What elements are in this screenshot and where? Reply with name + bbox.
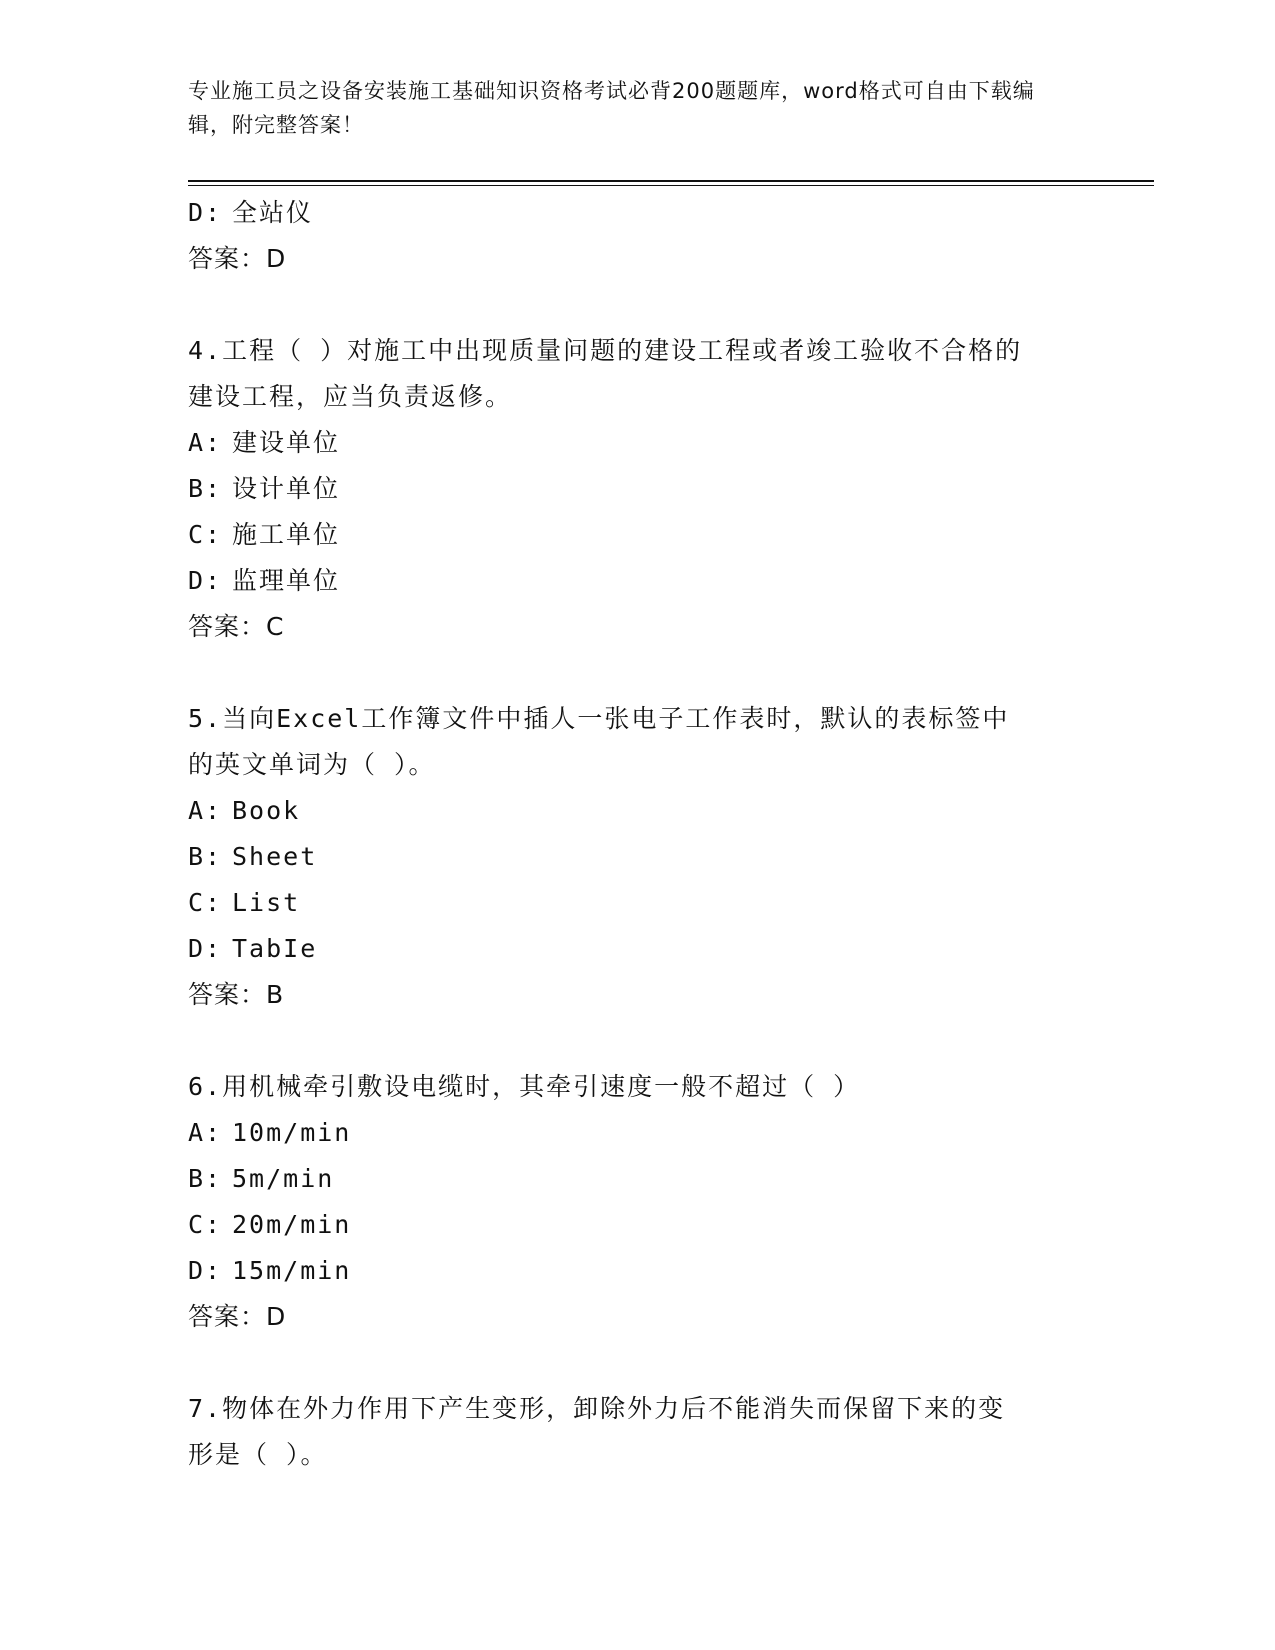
question-block-7 (188, 1386, 1088, 1478)
option-text: TabIe (232, 934, 318, 963)
document-header-title: 专业施工员之设备安装施工基础知识资格考试必背200题题库，word格式可自由下载编辑，附完整答案！ (188, 79, 1035, 137)
option-label: B: (188, 1164, 223, 1193)
option-label: D: (188, 198, 223, 227)
option-label: B: (188, 842, 223, 871)
question-text-line: 形是（ ）。 (188, 1440, 328, 1469)
option-label: D: (188, 566, 223, 595)
option-c (188, 512, 1088, 558)
question-text-line: 建设工程，应当负责返修。 (188, 382, 513, 411)
option-label: A: (188, 796, 223, 825)
option-text: Book (232, 796, 301, 825)
option-c (188, 880, 1088, 926)
option-b (188, 1156, 1088, 1202)
option-text: 监理单位 (232, 566, 341, 595)
question-text-line: 7.物体在外力作用下产生变形，卸除外力后不能消失而保留下来的变 (188, 1394, 1006, 1423)
option-label: C: (188, 1210, 223, 1239)
spacer (188, 1018, 1088, 1064)
question-block-3 (188, 190, 1088, 282)
answer-line: 答案：D (188, 244, 287, 273)
option-a (188, 1110, 1088, 1156)
question-block-4 (188, 328, 1088, 650)
option-d (188, 558, 1088, 604)
option-text: 15m/min (232, 1256, 352, 1285)
option-c (188, 1202, 1088, 1248)
option-text: 20m/min (232, 1210, 352, 1239)
option-a (188, 788, 1088, 834)
option-text: 设计单位 (232, 474, 341, 503)
option-text: 全站仪 (232, 198, 314, 227)
question-block-5 (188, 696, 1088, 1018)
option-d (188, 1248, 1088, 1294)
option-label: C: (188, 888, 223, 917)
option-b (188, 834, 1088, 880)
option-label: B: (188, 474, 223, 503)
answer-line: 答案：D (188, 1302, 287, 1331)
option-label: D: (188, 934, 223, 963)
question-text-line: 的英文单词为（ ）。 (188, 750, 436, 779)
option-b (188, 466, 1088, 512)
question-text-line: 6.用机械牵引敷设电缆时，其牵引速度一般不超过（ ） (188, 1072, 861, 1101)
answer-line: 答案：B (188, 980, 285, 1009)
option-text: List (232, 888, 301, 917)
option-text: 10m/min (232, 1118, 352, 1147)
option-d (188, 190, 1088, 236)
option-text: 5m/min (232, 1164, 335, 1193)
option-label: C: (188, 520, 223, 549)
option-d (188, 926, 1088, 972)
option-a (188, 420, 1088, 466)
answer-line: 答案：C (188, 612, 285, 641)
spacer (188, 650, 1088, 696)
question-block-6 (188, 1064, 1088, 1340)
option-label: A: (188, 428, 223, 457)
option-text: Sheet (232, 842, 318, 871)
option-label: D: (188, 1256, 223, 1285)
question-list (188, 190, 1088, 1478)
header-divider-thin (188, 185, 1154, 186)
question-text-line: 4.工程（ ）对施工中出现质量问题的建设工程或者竣工验收不合格的 (188, 336, 1023, 365)
option-label: A: (188, 1118, 223, 1147)
spacer (188, 282, 1088, 328)
option-text: 建设单位 (232, 428, 341, 457)
header-divider-thick (188, 180, 1154, 182)
option-text: 施工单位 (232, 520, 341, 549)
spacer (188, 1340, 1088, 1386)
question-text-line: 5.当向Excel工作簿文件中插人一张电子工作表时，默认的表标签中 (188, 704, 1010, 733)
